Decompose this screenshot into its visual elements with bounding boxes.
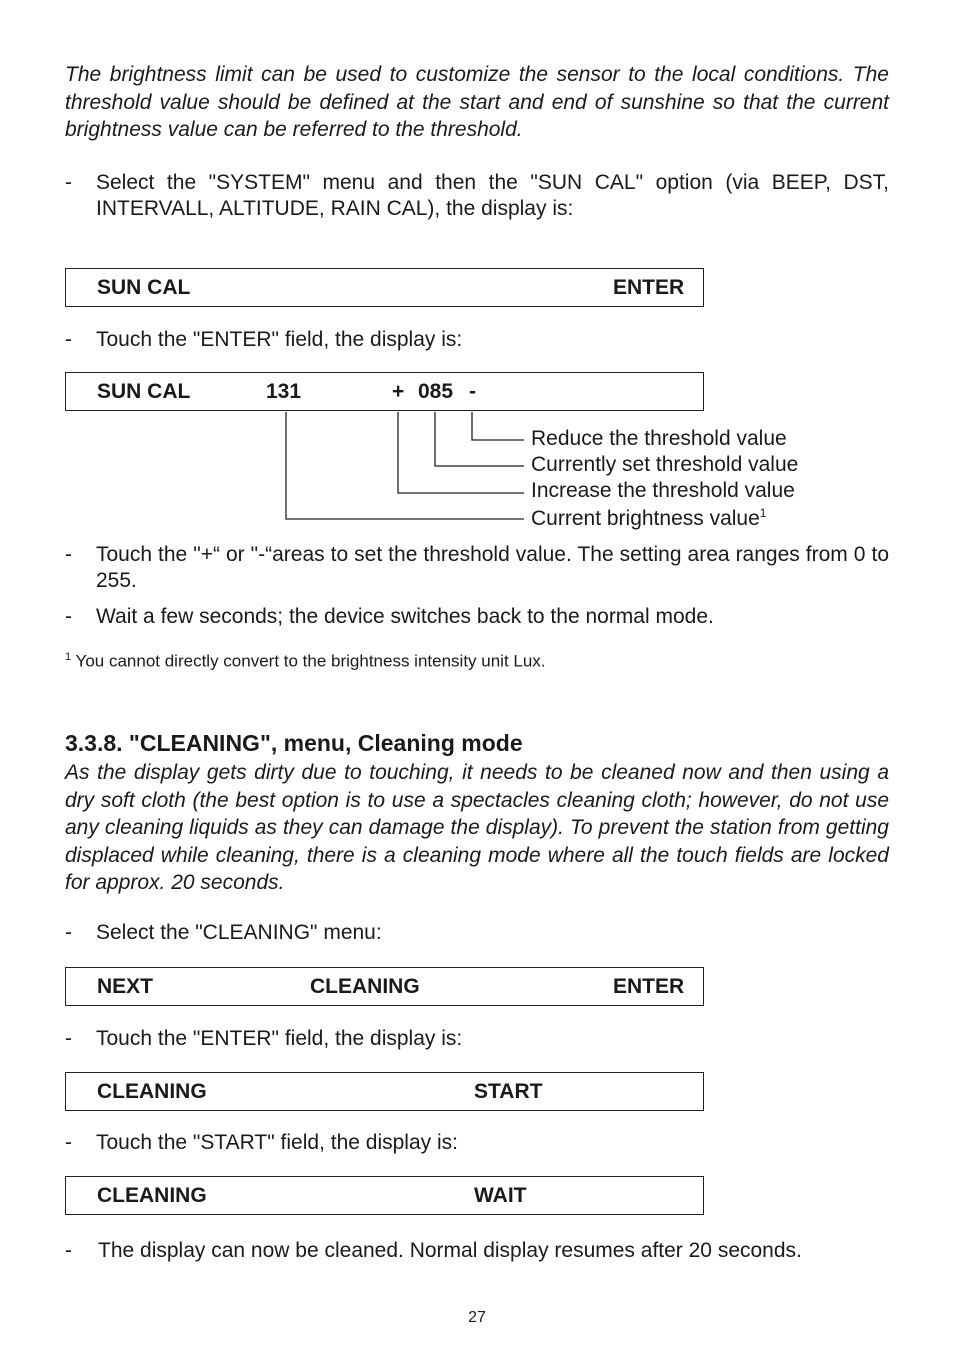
intro-paragraph: The brightness limit can be used to customize the sensor to the local conditions. The threshold value should be defined at the start and end of sunshine so that the current brightness value can be referred to the threshold.	[65, 63, 889, 141]
bullet-dash: -	[65, 171, 72, 194]
display-start-field: START	[474, 1080, 543, 1103]
annotation-current-set: Currently set threshold value	[531, 453, 799, 476]
bullet-dash: -	[65, 1239, 72, 1262]
annotation-reduce: Reduce the threshold value	[531, 427, 787, 450]
display-label: CLEANING	[310, 975, 420, 998]
footnote-marker: 1	[65, 651, 72, 663]
display-label: CLEANING	[97, 1080, 207, 1103]
display-enter-field: ENTER	[613, 975, 685, 998]
leader-line-current-set	[435, 412, 524, 466]
instruction-text: Touch the "ENTER" field, the display is:	[96, 328, 463, 351]
bullet-dash: -	[65, 921, 72, 944]
instruction-text: Touch the "ENTER" field, the display is:	[96, 1027, 463, 1050]
instruction-wait	[65, 604, 889, 630]
bullet-dash: -	[65, 605, 72, 628]
instruction-text: Select the "SYSTEM" menu and then the "SUN CAL" option (via BEEP, DST, INTERVALL, ALTITUDE, RAIN CAL), the display is:	[96, 171, 889, 220]
display-plus-field: +	[392, 380, 405, 403]
annotation-current-brightness	[531, 506, 766, 531]
display-cleaning-start	[65, 1072, 704, 1111]
bullet-dash: -	[65, 1131, 72, 1154]
footnote-text: You cannot directly convert to the brightness intensity unit Lux.	[75, 651, 546, 671]
display-minus-field: -	[469, 380, 476, 403]
cleaning-paragraph: As the display gets dirty due to touching, it needs to be cleaned now and then using a dry soft cloth (the best option is to use a spectacles cleaning cloth; however, do not use any cleaning liquids as they can damage the display). To prevent the station from getting displaced while cleaning, there is a cleaning mode where all the touch fields are locked for approx. 20 seconds.	[65, 761, 889, 894]
display-label: SUN CAL	[97, 380, 191, 403]
instruction-text: The display can now be cleaned. Normal display resumes after 20 seconds.	[98, 1239, 802, 1262]
annotation-current-brightness-text: Current brightness value	[531, 507, 760, 530]
leader-line-reduce	[472, 412, 524, 440]
annotation-increase: Increase the threshold value	[531, 479, 795, 502]
instruction-touch-enter	[65, 1026, 889, 1052]
display-label: CLEANING	[97, 1184, 207, 1207]
instruction-text: Wait a few seconds; the device switches back to the normal mode.	[96, 605, 714, 628]
instruction-cleaned	[65, 1238, 889, 1264]
instruction-touch-start	[65, 1130, 889, 1156]
instruction-select-cleaning	[65, 920, 889, 946]
display-brightness-value: 131	[266, 380, 302, 403]
display-enter-field: ENTER	[613, 276, 685, 299]
bullet-dash: -	[65, 328, 72, 351]
footnote	[65, 651, 889, 672]
leader-line-increase	[398, 412, 524, 493]
display-cleaning-wait	[65, 1176, 704, 1215]
footnote-reference: 1	[759, 506, 767, 520]
instruction-text: Select the "CLEANING" menu:	[96, 921, 382, 944]
section-heading: 3.3.8. "CLEANING", menu, Cleaning mode	[65, 730, 523, 756]
display-wait-field: WAIT	[474, 1184, 527, 1207]
bullet-dash: -	[65, 1027, 72, 1050]
display-cleaning-menu	[65, 967, 704, 1006]
display-next-field: NEXT	[97, 975, 154, 998]
instruction-touch-plus-minus	[65, 542, 889, 594]
instruction-text: Touch the "START" field, the display is:	[96, 1131, 458, 1154]
display-label: SUN CAL	[97, 276, 191, 299]
display-threshold-value: 085	[418, 380, 454, 403]
page-number: 27	[468, 1309, 486, 1326]
instruction-text: Touch the "+“ or "-“areas to set the threshold value. The setting area ranges from 0 to 255.	[96, 543, 889, 592]
bullet-dash: -	[65, 543, 72, 566]
